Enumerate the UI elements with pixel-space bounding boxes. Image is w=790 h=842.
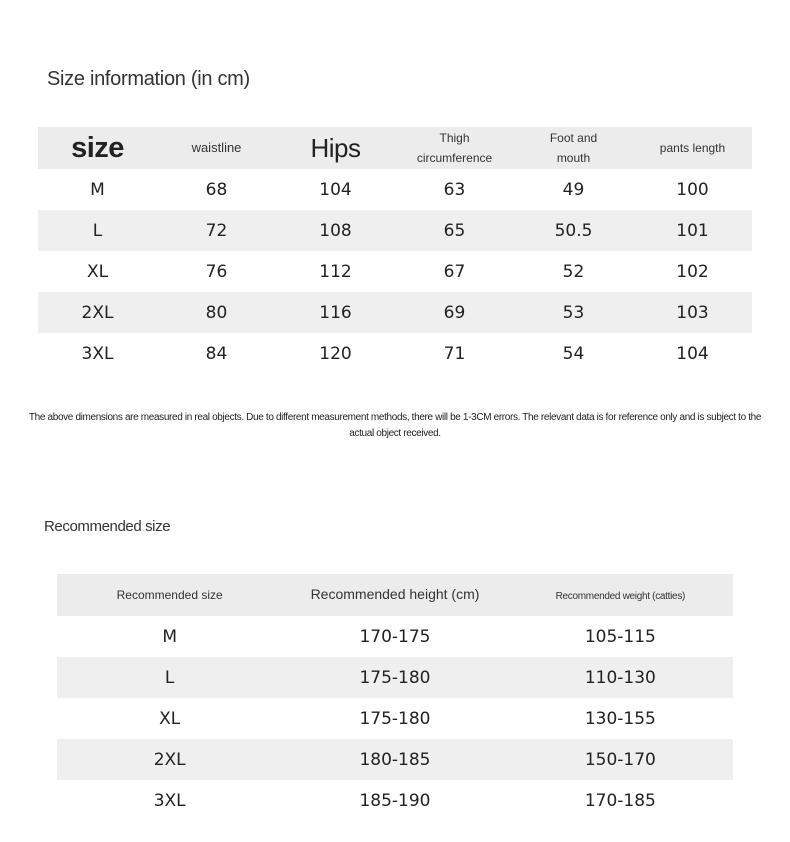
cell-weight: 130-155 <box>584 708 656 729</box>
table-row <box>38 333 752 374</box>
cell-hips: 116 <box>276 292 395 333</box>
cell-foot-mouth: 50.5 <box>514 210 633 251</box>
cell-hips: 112 <box>319 261 352 282</box>
cell-pants-length: 100 <box>676 179 709 200</box>
cell-pants-length: 102 <box>676 261 709 282</box>
table-header-row <box>57 574 733 616</box>
header-size: size <box>38 127 157 169</box>
size-info-table <box>38 127 752 374</box>
size-info-title: Size information (in cm) <box>47 68 250 90</box>
cell-height: 170-175 <box>359 626 431 647</box>
cell-size: M <box>162 626 177 647</box>
table-row <box>38 292 752 333</box>
header-foot-mouth: Foot and mouth <box>514 127 633 169</box>
cell-foot-mouth: 52 <box>562 261 585 282</box>
table-row <box>57 780 733 821</box>
header-recommended-size: Recommended size <box>57 574 282 616</box>
table-row <box>38 169 752 210</box>
table-row <box>57 657 733 698</box>
cell-size: 3XL <box>153 790 186 811</box>
cell-size: 2XL <box>38 292 157 333</box>
cell-height: 180-185 <box>282 739 507 780</box>
cell-pants-length: 101 <box>633 210 752 251</box>
recommended-size-table <box>57 574 733 821</box>
cell-size: XL <box>86 261 109 282</box>
cell-hips: 108 <box>276 210 395 251</box>
header-recommended-weight: Recommended weight (catties) <box>508 574 733 616</box>
table-row <box>38 210 752 251</box>
header-hips: Hips <box>276 127 395 169</box>
cell-size: L <box>38 210 157 251</box>
cell-thigh: 69 <box>395 292 514 333</box>
cell-hips: 104 <box>319 179 352 200</box>
cell-waistline: 84 <box>205 343 228 364</box>
cell-weight: 105-115 <box>584 626 656 647</box>
header-thigh-circumference: Thigh circumference <box>395 127 514 169</box>
cell-waistline: 80 <box>157 292 276 333</box>
cell-foot-mouth: 54 <box>562 343 585 364</box>
cell-height: 175-180 <box>282 657 507 698</box>
cell-size: L <box>57 657 282 698</box>
cell-size: 3XL <box>81 343 114 364</box>
cell-thigh: 71 <box>443 343 466 364</box>
cell-foot-mouth: 49 <box>562 179 585 200</box>
header-recommended-height: Recommended height (cm) <box>282 574 507 616</box>
cell-pants-length: 103 <box>633 292 752 333</box>
table-row <box>57 616 733 657</box>
cell-height: 185-190 <box>359 790 431 811</box>
cell-hips: 120 <box>319 343 352 364</box>
cell-pants-length: 104 <box>676 343 709 364</box>
cell-thigh: 67 <box>443 261 466 282</box>
cell-weight: 110-130 <box>508 657 733 698</box>
table-header-row <box>38 127 752 169</box>
cell-height: 175-180 <box>359 708 431 729</box>
cell-foot-mouth: 53 <box>514 292 633 333</box>
cell-size: XL <box>159 708 181 729</box>
table-row <box>38 251 752 292</box>
cell-size: M <box>90 179 105 200</box>
cell-weight: 170-185 <box>584 790 656 811</box>
header-waistline: waistline <box>157 127 276 169</box>
cell-waistline: 72 <box>157 210 276 251</box>
recommended-size-title: Recommended size <box>44 518 171 535</box>
table-row <box>57 698 733 739</box>
cell-thigh: 65 <box>395 210 514 251</box>
measurement-note: The above dimensions are measured in real objects. Due to different measurement methods, there will be 1-3CM errors. The relevant data is for reference only and is subject to the actual object received. <box>28 412 762 439</box>
cell-thigh: 63 <box>443 179 466 200</box>
header-pants-length: pants length <box>633 127 752 169</box>
cell-size: 2XL <box>57 739 282 780</box>
cell-waistline: 68 <box>205 179 228 200</box>
table-row <box>57 739 733 780</box>
cell-weight: 150-170 <box>508 739 733 780</box>
cell-waistline: 76 <box>205 261 228 282</box>
